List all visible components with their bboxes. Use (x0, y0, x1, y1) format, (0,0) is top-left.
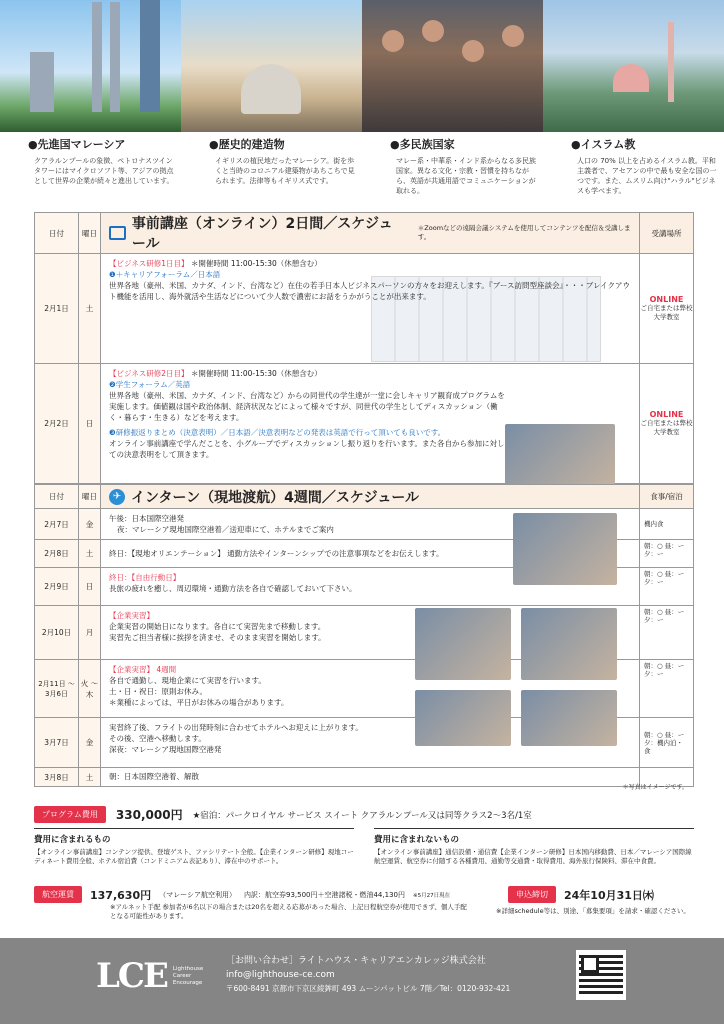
airfare-date: ※5月27日現在 (412, 892, 451, 899)
feature-1 (0, 136, 181, 196)
meal-info: 朝：○ 昼：ー 夕：ー (640, 606, 694, 660)
deadline-label: 申込締切 (508, 886, 556, 903)
row-date: 3月8日 (35, 768, 79, 787)
photo-kl-towers (0, 0, 181, 132)
header-title (101, 213, 640, 254)
header-weekday: 曜日 (79, 213, 101, 254)
header-meal: 食事/宿泊 (640, 485, 694, 509)
header-date: 日付 (35, 213, 79, 254)
meal-info: 朝：○ 昼：ー 夕：機内泊・食 (640, 718, 694, 768)
logo-sub-line: Encourage (172, 979, 203, 986)
row-weekday: 土 (79, 254, 101, 364)
feature-title: ●多民族国家 (390, 138, 455, 151)
qr-code[interactable] (576, 950, 626, 1000)
row-line: 企業実習の開始日になります。各自にて実習先まで移動します。 (109, 622, 326, 631)
airfare-note: ※アルネット手配 参加者が6名以下の場合または20名を超える応募があった場合、上記日程航空券が使用できず、個人手配となる可能性があります。 (110, 903, 467, 920)
venue-text: ご自宅または弊校大学教室 (640, 304, 693, 321)
row-date: 2月2日 (35, 364, 79, 484)
row-weekday: 火 〜 木 (79, 660, 101, 718)
feature-text: マレー系・中華系・インド系からなる多民族国家。異なる文化・宗教・習慣を持ちながら、英語が共通用語でコミュニケーションが取れる。 (396, 157, 536, 195)
row-line: 実習先ご担当者様に挨拶を済ませ、そのまま実習を開始します。 (109, 633, 326, 642)
included-costs (34, 828, 354, 866)
session-body: 世界各地（豪州、米国、カナダ、インド、台湾など）在住の若手日本人ビジネスパーソンの方々をお迎えします。『ブース訪問型座談会』・・・ブレイクアウト機能を活用し、海外就活や生活などについて少人数で濃密にお話をうかがうことが出来ます。 (109, 281, 630, 301)
session-body: 世界各地（豪州、米国、カナダ、インド、台湾など）からの同世代の学生達が一堂に会しキャリア観育成プログラムを実施します。価値観は国や政治体制、経済状況などによって様々ですが、同世代の学生としてディスカッション（働く・暮らす・生きる）などを考えます。 (109, 391, 505, 422)
row-line: 各自で通勤し、現地企業にて実習を行います。 (109, 676, 266, 685)
feature-3 (362, 136, 543, 196)
feature-text: イギリスの植民地だったマレーシア。街を歩くと当時のコロニアル建築物があちこちで見られます。法律等もイギリス式です。 (215, 157, 355, 185)
online-label: ONLINE (649, 410, 684, 419)
contact-email[interactable]: info@lighthouse-ce.com (226, 970, 335, 980)
photo-historic-building (181, 0, 362, 132)
row-line: 深夜：マレーシア現地国際空港発 (109, 745, 222, 754)
row-line: 朝：日本国際空港着、解散 (109, 772, 199, 781)
deadline-date: 24年10月31日㈭ (564, 888, 654, 902)
meal-info: 機内食 (640, 509, 694, 540)
photo-strip (0, 0, 724, 132)
photo-footnote: ＊写真はイメージです。 (622, 784, 688, 791)
header-weekday: 曜日 (79, 485, 101, 509)
schedule-title: インターン（現地渡航）4週間／スケジュール (131, 489, 420, 506)
program-fee (34, 806, 532, 823)
row-weekday: 土 (79, 768, 101, 787)
feature-captions (0, 136, 724, 196)
session-sub: ❷学生フォーラム／英語 (109, 380, 191, 389)
excluded-title: 費用に含まれないもの (374, 835, 460, 845)
row-weekday: 金 (79, 509, 101, 540)
session-tag: 【ビジネス研修2日目】 (109, 369, 189, 378)
row-date: 2月1日 (35, 254, 79, 364)
row-line: 夜：マレーシア現地国際空港着／送迎車にて、ホテルまでご案内 (117, 525, 334, 534)
meal-info: 朝：○ 昼：ー 夕：ー (640, 540, 694, 568)
row-line: 終日：【現地オリエンテーション】 通勤方法やインターンシップでの注意事項などをお伝えします。 (109, 549, 444, 558)
company-logo (96, 956, 203, 996)
meal-info: 朝：○ 昼：ー 夕：ー (640, 660, 694, 718)
deadline-note: ※詳細schedule等は、別途、「募集要項」を請求・確認ください。 (496, 907, 690, 915)
meal-info: 朝：○ 昼：ー 夕：ー (640, 568, 694, 606)
row-date: 2月9日 (35, 568, 79, 606)
schedule-note: ＊Zoomなどの遠隔会議システムを使用してコンテンツを配信＆受講します。 (417, 224, 631, 241)
row-line: 土・日・祝日：原則お休み。 (109, 687, 207, 696)
session-body2: オンライン事前講座で学んだことを、小グループでディスカッションし振り返りを行います。また各自から参加に対しての決意表明をして頂きます。 (109, 439, 505, 459)
row-line: 長旅の疲れを癒し、周辺環境・通勤方法を各自で確認しておいて下さい。 (109, 584, 357, 593)
session-time: ＊開催時間 11:00-15:30（休憩含む） (190, 259, 322, 268)
session-tag: 【ビジネス研修1日目】 (109, 259, 189, 268)
online-schedule-table (34, 212, 694, 484)
row-weekday: 土 (79, 540, 101, 568)
included-text: 【オンライン事前講座】コンテンツ提供、登壇ゲスト、ファシリテート全般。【企業インターン研修】現地コーディネート費用全般、ホテル宿泊費（コンドミニアム表記あり）、滞在中のサポート。 (34, 848, 354, 865)
row-date: 2月11日 〜 3月6日 (35, 660, 79, 718)
excluded-costs (374, 828, 694, 866)
airfare-detail: 内訳：航空券93,500円＋空港諸税・燃油44,130円 (243, 890, 405, 899)
row-tag: 【企業実習】 4週間 (109, 665, 177, 674)
excluded-text: 【オンライン事前講座】通信設備・通信費【企業インターン研修】日本国内移動費、日本／マレーシア国際線航空運賃、航空券に付随する各種費用、通勤等交通費・取得費用、海外旅行保険料、滞在中食費。 (374, 848, 692, 865)
row-tag: 【企業実習】 (109, 611, 154, 620)
deadline (508, 886, 654, 903)
footer (0, 938, 724, 1024)
row-weekday: 日 (79, 364, 101, 484)
airplane-icon: ✈ (109, 489, 125, 505)
photo-mosque (543, 0, 724, 132)
feature-text: クアラルンプールの象徴、ペトロナスツインタワーにはマイクロソフト等、アジアの拠点として世界の企業が続々と進出しています。 (34, 157, 174, 185)
logo-mark: LCE (96, 956, 167, 996)
photo-students (362, 0, 543, 132)
included-title: 費用に含まれるもの (34, 835, 111, 845)
airfare-price: 137,630円 (90, 888, 152, 902)
airfare (34, 886, 450, 903)
feature-2 (181, 136, 362, 196)
feature-4 (543, 136, 724, 196)
row-line: 実習終了後、フライトの出発時刻に合わせてホテルへお迎えに上がります。 (109, 723, 363, 732)
program-fee-note: ★宿泊：パークロイヤル サービス スイート クアラルンプール又は同等クラス2〜3名/1室 (192, 810, 532, 821)
row-weekday: 金 (79, 718, 101, 768)
row-date: 2月8日 (35, 540, 79, 568)
row-line: その後、空港へ移動します。 (109, 734, 206, 743)
row-weekday: 日 (79, 568, 101, 606)
feature-title: ●イスラム教 (571, 138, 636, 151)
feature-text: 人口の 70% 以上を占めるイスラム教。平和主義者で、アセアンの中で最も安全な国の一つです。また、ムスリム向け"ハラル"ビジネスも学べます。 (577, 157, 717, 195)
feature-title: ●先進国マレーシア (28, 138, 126, 151)
session-time: ＊開催時間 11:00-15:30（休憩含む） (190, 369, 322, 378)
session-sub: ❶＋キャリアフォーラム／日本語 (109, 270, 221, 279)
airfare-label: 航空運賃 (34, 886, 82, 903)
program-fee-label: プログラム費用 (34, 806, 106, 823)
header-date: 日付 (35, 485, 79, 509)
header-venue: 受講場所 (640, 213, 694, 254)
row-date: 2月10日 (35, 606, 79, 660)
computer-icon (109, 226, 126, 240)
schedule-title: 事前講座（オンライン）2日間／スケジュール (131, 216, 393, 252)
airfare-suffix: （マレーシア航空利用） (159, 890, 236, 899)
row-date: 2月7日 (35, 509, 79, 540)
session-sub2: ❸研修振返りまとめ（決意表明）／日本語／決意表明などの発表は英語で行って頂いても良いです。 (109, 428, 446, 437)
logo-sub-line: Lighthouse (172, 965, 204, 972)
logo-sub-line: Career (172, 972, 192, 979)
program-fee-value: 330,000円 (115, 808, 183, 822)
row-line: 午後：日本国際空港発 (109, 514, 184, 523)
contact-info (226, 954, 510, 996)
header-title (101, 485, 640, 509)
row-weekday: 月 (79, 606, 101, 660)
online-label: ONLINE (649, 295, 684, 304)
row-line: ＊業種によっては、平日がお休みの場合があります。 (109, 698, 289, 707)
row-date: 3月7日 (35, 718, 79, 768)
row-tag: 終日：【自由行動日】 (109, 573, 181, 582)
internship-schedule-table (34, 484, 694, 787)
venue-text: ご自宅または弊校大学教室 (640, 419, 693, 436)
contact-label: ［お問い合わせ］ライトハウス・キャリアエンカレッジ株式会社 (226, 956, 486, 966)
logo-sub (173, 966, 203, 987)
contact-address: 〒600-8491 京都市下京区綾鉾町 493 ムーンパットビル 7階／Tel：0120-932-421 (226, 984, 511, 993)
feature-title: ●歴史的建造物 (209, 138, 285, 151)
